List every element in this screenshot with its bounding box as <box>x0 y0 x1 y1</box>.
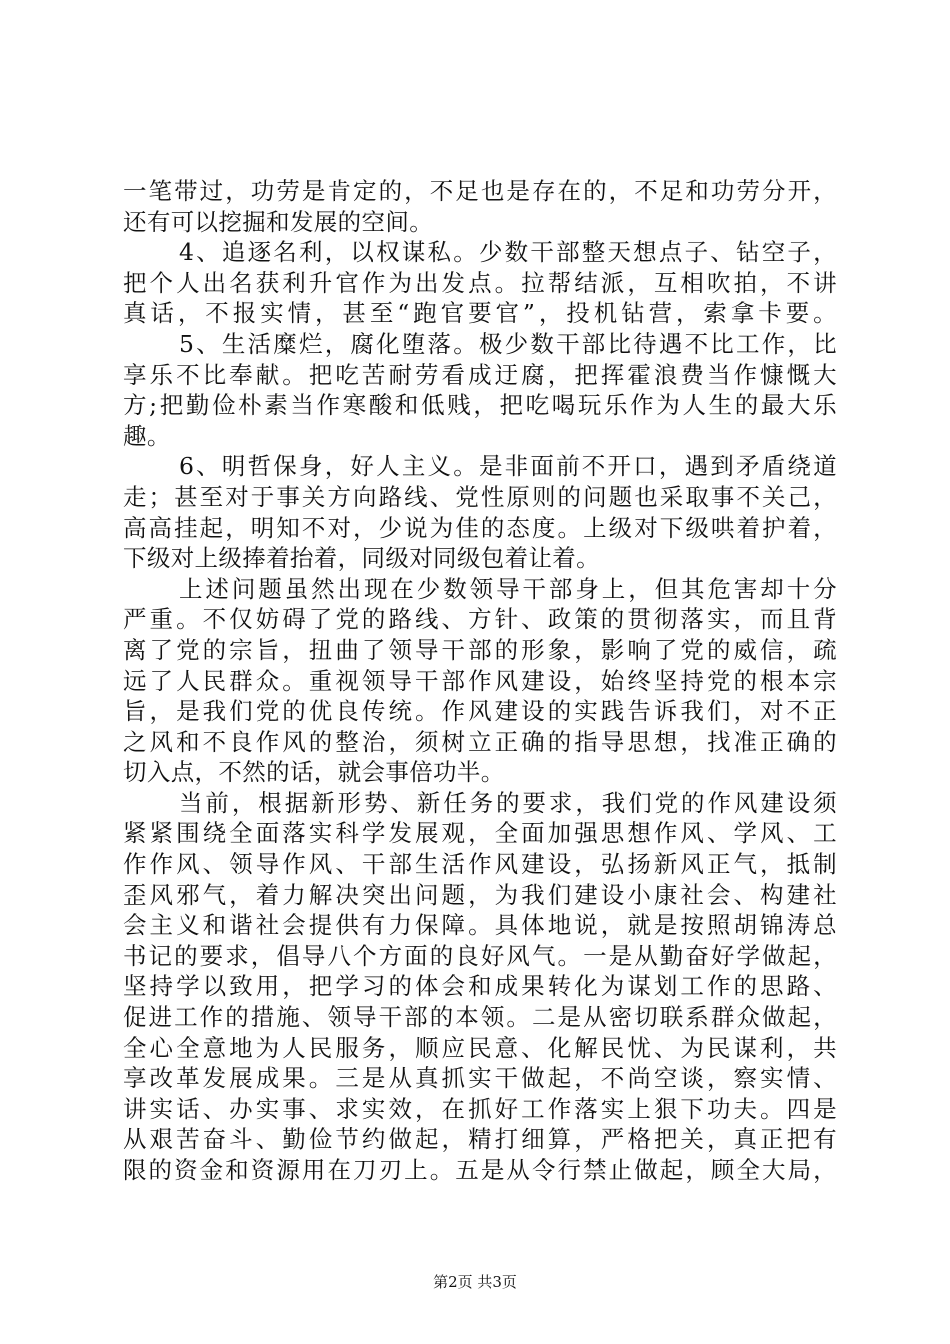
text-line: 方;把勤俭朴素当作寒酸和低贱，把吃喝玩乐作为人生的最大乐 <box>123 391 837 420</box>
text-line: 真话，不报实情，甚至“跑官要官”，投机钻营，索拿卡要。 <box>123 299 837 328</box>
text-line: 上述问题虽然出现在少数领导干部身上，但其危害却十分 <box>179 574 837 603</box>
text-line: 切入点，不然的话，就会事倍功半。 <box>123 758 505 787</box>
text-line: 一笔带过，功劳是肯定的，不足也是存在的，不足和功劳分开， <box>123 177 837 205</box>
text-line: 趣。 <box>123 421 171 450</box>
text-line: 4、追逐名利，以权谋私。少数干部整天想点子、钻空子， <box>179 238 837 267</box>
text-line: 旨，是我们党的优良传统。作风建设的实践告诉我们，对不正 <box>123 697 837 726</box>
text-line: 享改革发展成果。三是从真抓实干做起，不尚空谈，察实情、 <box>123 1064 837 1093</box>
text-line: 离了党的宗旨，扭曲了领导干部的形象，影响了党的威信，疏 <box>123 635 837 664</box>
text-line: 高高挂起，明知不对，少说为佳的态度。上级对下级哄着护着， <box>123 513 837 542</box>
page-number: 第2页 共3页 <box>433 1273 517 1291</box>
text-line: 走；甚至对于事关方向路线、党性原则的问题也采取事不关己， <box>123 482 837 511</box>
text-line: 作作风、领导作风、干部生活作风建设，弘扬新风正气，抵制 <box>123 850 837 879</box>
text-line: 5、生活糜烂，腐化堕落。极少数干部比待遇不比工作，比 <box>179 329 837 358</box>
text-line: 从艰苦奋斗、勤俭节约做起，精打细算，严格把关，真正把有 <box>123 1125 837 1154</box>
text-line: 把个人出名获利升官作为出发点。拉帮结派，互相吹拍，不讲 <box>123 268 837 297</box>
text-line: 还有可以挖掘和发展的空间。 <box>123 207 434 236</box>
text-line: 下级对上级捧着抬着，同级对同级包着让着。 <box>123 544 600 573</box>
text-line: 紧紧围绕全面落实科学发展观，全面加强思想作风、学风、工 <box>123 819 837 848</box>
text-line: 全心全意地为人民服务，顺应民意、化解民忧、为民谋利，共 <box>123 1033 837 1062</box>
text-line: 当前，根据新形势、新任务的要求，我们党的作风建设须 <box>179 788 837 817</box>
text-line: 远了人民群众。重视领导干部作风建设，始终坚持党的根本宗 <box>123 666 837 695</box>
text-line: 会主义和谐社会提供有力保障。具体地说，就是按照胡锦涛总 <box>123 911 837 940</box>
text-line: 6、明哲保身，好人主义。是非面前不开口，遇到矛盾绕道 <box>179 452 837 481</box>
text-line: 歪风邪气，着力解决突出问题，为我们建设小康社会、构建社 <box>123 880 837 909</box>
text-line: 享乐不比奉献。把吃苦耐劳看成迂腐，把挥霍浪费当作慷慨大 <box>123 360 837 389</box>
text-line: 严重。不仅妨碍了党的路线、方针、政策的贯彻落实，而且背 <box>123 605 837 634</box>
text-line: 限的资金和资源用在刀刃上。五是从令行禁止做起，顾全大局， <box>123 1156 837 1184</box>
text-line: 讲实话、办实事、求实效，在抓好工作落实上狠下功夫。四是 <box>123 1094 837 1123</box>
text-line: 坚持学以致用，把学习的体会和成果转化为谋划工作的思路、 <box>123 972 837 1001</box>
text-line: 书记的要求，倡导八个方面的良好风气。一是从勤奋好学做起， <box>123 941 837 970</box>
text-line: 促进工作的措施、领导干部的本领。二是从密切联系群众做起， <box>123 1003 837 1032</box>
text-line: 之风和不良作风的整治，须树立正确的指导思想，找准正确的 <box>123 727 837 756</box>
document-body <box>123 176 837 1186</box>
